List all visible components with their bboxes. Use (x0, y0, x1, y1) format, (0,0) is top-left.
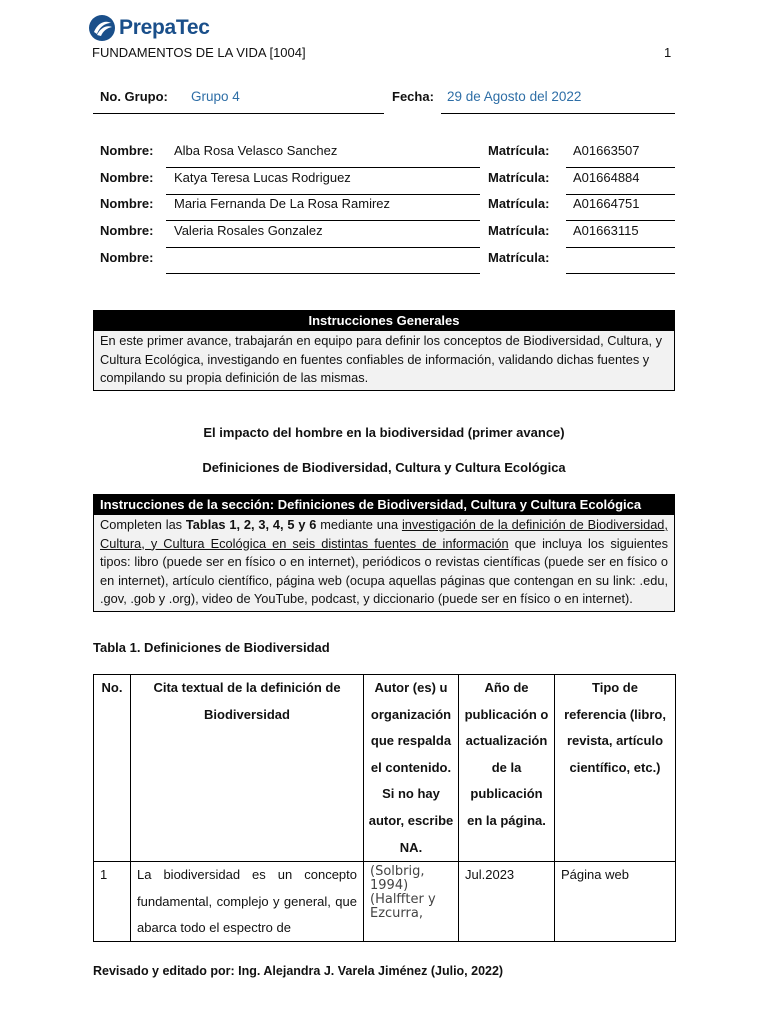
main-heading: El impacto del hombre en la biodiversidad (primer avance) (203, 425, 565, 440)
matricula-label: Matrícula: (488, 250, 550, 265)
matricula-underline (566, 167, 675, 168)
nombre-underline (166, 273, 480, 274)
nombre-label: Nombre: (100, 196, 154, 211)
sub-heading: Definiciones de Biodiversidad, Cultura y Cultura Ecológica (202, 460, 566, 475)
nombre-label: Nombre: (100, 223, 154, 238)
instructions-underlined: investigación de la definición de Biodiversidad, Cultura, y Cultura Ecológica en seis distintas fuentes de información (100, 517, 668, 551)
cell-autor[interactable]: (Solbrig, 1994) (Halffter y Ezcurra, (364, 862, 459, 942)
header-cita: Cita textual de la definición de Biodiversidad (131, 675, 364, 862)
table-header-row (94, 675, 676, 862)
matricula-label: Matrícula: (488, 196, 550, 211)
cell-cita[interactable]: La biodiversidad es un concepto fundamental, complejo y general, que abarca todo el espectro de (131, 862, 364, 942)
nombre-value[interactable]: Katya Teresa Lucas Rodriguez (174, 170, 351, 185)
instructions-tables: Tablas 1, 2, 3, 4, 5 y 6 (185, 517, 317, 532)
header-autor: Autor (es) u organización que respalda el contenido. Si no hay autor, escribe NA. (364, 675, 459, 862)
section-instructions-body (94, 515, 674, 611)
matricula-value[interactable]: A01664884 (573, 170, 640, 185)
general-instructions-body: En este primer avance, trabajarán en equipo para definir los conceptos de Biodiversidad, Cultura, y Cultura Ecológica, investigando en fuentes confiables de información, validando dichas fuentes y compilando su propia definición de las mismas. (94, 331, 674, 390)
nombre-label: Nombre: (100, 250, 154, 265)
matricula-underline (566, 194, 675, 195)
matricula-value[interactable]: A01664751 (573, 196, 640, 211)
prepatec-logo-icon (88, 14, 116, 42)
instructions-text: que incluya los siguientes tipos: libro (puede ser en físico o en internet), periódicos o revistas científicas (puede ser en físico o en internet), artículo científico, página web (ocupa aquellas páginas que contengan en su link: .edu, .gov, .gob y .org), video de YouTube, podcast, y diccionario (puede ser en físico o en internet). (100, 535, 668, 606)
nombre-label: Nombre: (100, 170, 154, 185)
matricula-underline (566, 220, 675, 221)
logo-text: PrepaTec (119, 16, 210, 39)
table1-title: Tabla 1. Definiciones de Biodiversidad (93, 640, 330, 655)
nombre-underline (166, 194, 480, 195)
header-no: No. (94, 675, 131, 862)
nombre-underline (166, 167, 480, 168)
cell-no[interactable]: 1 (94, 862, 131, 942)
matricula-value[interactable]: A01663115 (573, 223, 639, 238)
nombre-value[interactable]: Maria Fernanda De La Rosa Ramirez (174, 196, 391, 211)
prepatec-logo (88, 14, 210, 42)
fecha-label: Fecha: (392, 89, 434, 104)
matricula-underline (566, 273, 675, 274)
fecha-underline (441, 113, 675, 114)
cell-anio[interactable]: Jul.2023 (459, 862, 555, 942)
fecha-value[interactable]: 29 de Agosto del 2022 (447, 89, 582, 104)
course-title: FUNDAMENTOS DE LA VIDA [1004] (92, 45, 306, 60)
matricula-label: Matrícula: (488, 143, 550, 158)
section-instructions-title: Instrucciones de la sección: Definiciones de Biodiversidad, Cultura y Cultura Ecológica (94, 495, 674, 515)
nombre-underline (166, 247, 480, 248)
cell-tipo[interactable]: Página web (555, 862, 676, 942)
instructions-text: mediante una (316, 517, 402, 532)
nombre-value[interactable]: Valeria Rosales Gonzalez (174, 223, 323, 238)
table1 (93, 674, 676, 942)
matricula-underline (566, 247, 675, 248)
general-instructions-title: Instrucciones Generales (94, 311, 674, 331)
instructions-text: Completen las (100, 517, 186, 532)
table-row (94, 862, 676, 942)
header-tipo: Tipo de referencia (libro, revista, artículo científico, etc.) (555, 675, 676, 862)
general-instructions-box (93, 310, 675, 391)
matricula-label: Matrícula: (488, 223, 550, 238)
page-number: 1 (664, 45, 672, 60)
section-instructions-box (93, 494, 675, 612)
nombre-label: Nombre: (100, 143, 154, 158)
grupo-value[interactable]: Grupo 4 (191, 89, 240, 104)
matricula-value[interactable]: A01663507 (573, 143, 640, 158)
header-anio: Año de publicación o actualización de la publicación en la página. (459, 675, 555, 862)
nombre-underline (166, 220, 480, 221)
grupo-label: No. Grupo: (100, 89, 168, 104)
matricula-label: Matrícula: (488, 170, 550, 185)
footer-credit: Revisado y editado por: Ing. Alejandra J. Varela Jiménez (Julio, 2022) (93, 964, 504, 978)
grupo-underline (93, 113, 384, 114)
nombre-value[interactable]: Alba Rosa Velasco Sanchez (174, 143, 338, 158)
